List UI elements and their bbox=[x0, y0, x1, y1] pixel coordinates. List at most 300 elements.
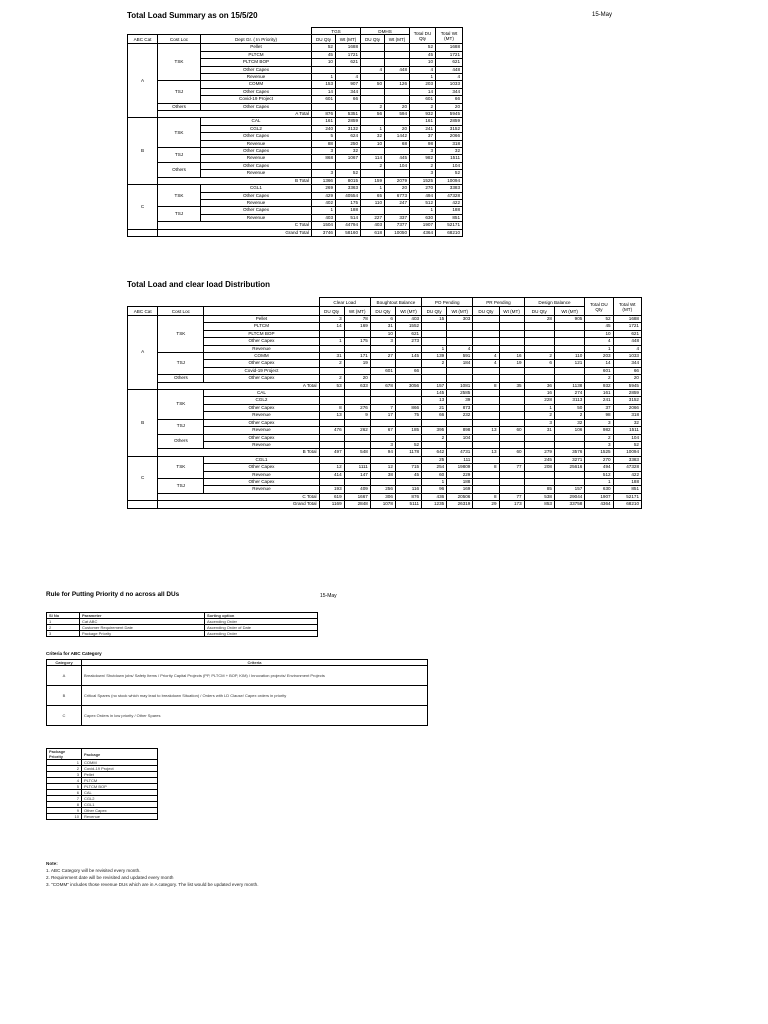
value-cell: 21 bbox=[422, 404, 447, 411]
dept-group-header: Dept Gr. ( In Priority) bbox=[201, 35, 312, 44]
value-cell bbox=[370, 419, 395, 426]
value-cell: 40554 bbox=[336, 192, 361, 199]
value-cell: 241 bbox=[410, 125, 436, 132]
dept-cell: Other Capex bbox=[204, 434, 319, 441]
total-label-cell: A Total bbox=[158, 111, 312, 118]
value-cell bbox=[361, 74, 385, 81]
value-cell bbox=[499, 390, 524, 397]
dept-cell: Covid-19 Project bbox=[204, 367, 319, 374]
category-header: Category bbox=[47, 660, 82, 666]
sl-no-cell: 2 bbox=[47, 625, 80, 631]
value-cell: 145 bbox=[395, 353, 421, 360]
value-cell: 13 bbox=[473, 449, 499, 456]
value-cell: 3056 bbox=[395, 382, 421, 389]
value-cell: 10 bbox=[585, 330, 613, 337]
value-cell: 876 bbox=[395, 493, 421, 500]
criteria-header: Criteria bbox=[82, 660, 428, 666]
abc-category-cell: A bbox=[128, 316, 158, 390]
value-cell: 36 bbox=[524, 382, 554, 389]
cost-loc-cell: Others bbox=[158, 103, 201, 110]
value-cell: 1033 bbox=[613, 353, 641, 360]
value-cell: 104 bbox=[613, 434, 641, 441]
table-row bbox=[128, 419, 642, 426]
value-cell: 4 bbox=[613, 345, 641, 352]
value-cell: 1 bbox=[319, 338, 344, 345]
value-cell: 273 bbox=[395, 338, 421, 345]
value-cell: 157 bbox=[554, 486, 584, 493]
value-cell: 10050 bbox=[385, 229, 410, 236]
value-cell: 274 bbox=[554, 390, 584, 397]
value-cell bbox=[524, 441, 554, 448]
value-cell: 2585 bbox=[447, 390, 473, 397]
value-cell: 403 bbox=[395, 316, 421, 323]
value-cell: 624 bbox=[336, 133, 361, 140]
value-cell: 60 bbox=[499, 427, 524, 434]
value-cell bbox=[385, 74, 410, 81]
value-cell: 621 bbox=[336, 59, 361, 66]
dept-cell: Other Capex bbox=[201, 207, 312, 214]
dept-cell: Other Capex bbox=[204, 419, 319, 426]
parameter-cell: Customer Requirement Date bbox=[80, 625, 205, 631]
value-cell: 241 bbox=[585, 397, 613, 404]
value-cell: 32 bbox=[436, 148, 463, 155]
parameter-row bbox=[47, 631, 318, 637]
value-cell bbox=[499, 397, 524, 404]
value-cell bbox=[336, 103, 361, 110]
value-cell: 1078 bbox=[370, 501, 395, 508]
value-cell: 3 bbox=[370, 338, 395, 345]
value-cell bbox=[473, 441, 499, 448]
value-cell: 337 bbox=[385, 214, 410, 221]
value-cell: 853 bbox=[524, 501, 554, 508]
value-cell bbox=[554, 471, 584, 478]
value-cell: 409 bbox=[344, 486, 370, 493]
value-cell bbox=[370, 345, 395, 352]
value-cell: 16 bbox=[524, 390, 554, 397]
value-cell: 395 bbox=[422, 427, 447, 434]
value-cell: 116 bbox=[395, 486, 421, 493]
value-cell: 621 bbox=[395, 330, 421, 337]
distribution-table bbox=[127, 297, 642, 509]
value-cell: 147 bbox=[344, 471, 370, 478]
value-cell bbox=[524, 338, 554, 345]
abc-category-cell bbox=[128, 229, 158, 236]
value-cell: 429 bbox=[312, 192, 336, 199]
value-cell: 2 bbox=[585, 375, 613, 382]
criteria-row bbox=[47, 706, 428, 726]
value-cell bbox=[395, 397, 421, 404]
table-row bbox=[128, 367, 642, 374]
value-cell: 494 bbox=[585, 464, 613, 471]
value-cell: 3576 bbox=[554, 449, 584, 456]
value-cell bbox=[499, 345, 524, 352]
value-cell: 270 bbox=[410, 185, 436, 192]
value-cell: 3152 bbox=[613, 397, 641, 404]
table-row bbox=[128, 222, 463, 229]
value-cell: 494 bbox=[410, 192, 436, 199]
value-cell: 1067 bbox=[336, 155, 361, 162]
wt-header: Wt (MT) bbox=[336, 35, 361, 44]
value-cell: 2 bbox=[410, 162, 436, 169]
table-row bbox=[128, 360, 642, 367]
value-cell: 193 bbox=[319, 486, 344, 493]
value-cell: 8015 bbox=[336, 177, 361, 184]
value-cell: 1178 bbox=[395, 449, 421, 456]
abc-category-cell: C bbox=[128, 456, 158, 500]
clear-load-header: Clear Load bbox=[319, 298, 370, 307]
table-row bbox=[128, 330, 642, 337]
sl-no-cell: 3 bbox=[47, 631, 80, 637]
value-cell: 630 bbox=[585, 486, 613, 493]
value-cell: 44794 bbox=[336, 222, 361, 229]
value-cell: 10 bbox=[410, 59, 436, 66]
parameter-cell: Cat ABC bbox=[80, 619, 205, 625]
value-cell: 868 bbox=[312, 155, 336, 162]
value-cell: 31 bbox=[524, 427, 554, 434]
tgs-group-header: TGS bbox=[312, 28, 361, 35]
cost-loc-cell: TSK bbox=[158, 456, 204, 478]
value-cell: 932 bbox=[410, 111, 436, 118]
value-cell bbox=[447, 338, 473, 345]
value-cell bbox=[370, 478, 395, 485]
value-cell bbox=[395, 478, 421, 485]
package-priority-cell: 1 bbox=[47, 760, 82, 766]
dept-cell: COMM bbox=[204, 353, 319, 360]
value-cell bbox=[361, 51, 385, 58]
value-cell bbox=[499, 486, 524, 493]
value-cell: 45 bbox=[410, 51, 436, 58]
value-cell bbox=[361, 88, 385, 95]
value-cell bbox=[499, 419, 524, 426]
value-cell bbox=[554, 375, 584, 382]
value-cell: 3 bbox=[585, 419, 613, 426]
value-cell: 4 bbox=[473, 360, 499, 367]
abc-category-cell: C bbox=[128, 185, 158, 229]
value-cell bbox=[395, 419, 421, 426]
dept-cell: COMM bbox=[201, 81, 312, 88]
value-cell bbox=[447, 367, 473, 374]
value-cell bbox=[385, 44, 410, 51]
value-cell: 232 bbox=[447, 412, 473, 419]
value-cell: 262 bbox=[344, 427, 370, 434]
category-cell: B bbox=[47, 686, 82, 706]
value-cell bbox=[473, 456, 499, 463]
value-cell: 414 bbox=[319, 471, 344, 478]
table-row bbox=[128, 148, 463, 155]
value-cell: 873 bbox=[447, 404, 473, 411]
value-cell bbox=[361, 59, 385, 66]
value-cell: 185 bbox=[395, 427, 421, 434]
abc-category-cell: B bbox=[128, 390, 158, 457]
summary-date: 15-May bbox=[592, 12, 613, 18]
value-cell: 3 bbox=[319, 316, 344, 323]
value-cell: 2 bbox=[361, 103, 385, 110]
value-cell: 31 bbox=[370, 323, 395, 330]
distribution-table-body bbox=[128, 316, 642, 509]
value-cell: 208 bbox=[524, 464, 554, 471]
value-cell: 52 bbox=[436, 170, 463, 177]
value-cell bbox=[361, 44, 385, 51]
value-cell bbox=[370, 456, 395, 463]
value-cell: 32 bbox=[613, 419, 641, 426]
value-cell: 39 bbox=[447, 397, 473, 404]
value-cell: 98 bbox=[585, 412, 613, 419]
value-cell bbox=[422, 375, 447, 382]
value-cell: 240 bbox=[312, 125, 336, 132]
table-row bbox=[128, 382, 642, 389]
value-cell: 52 bbox=[395, 441, 421, 448]
value-cell: 4 bbox=[410, 66, 436, 73]
wt-header: Wt (MT) bbox=[395, 307, 421, 316]
value-cell: 20 bbox=[344, 375, 370, 382]
value-cell: 1504 bbox=[312, 222, 336, 229]
value-cell: 58160 bbox=[336, 229, 361, 236]
dept-cell: Other Capex bbox=[204, 375, 319, 382]
value-cell: 52 bbox=[312, 44, 336, 51]
value-cell bbox=[385, 51, 410, 58]
value-cell: 6773 bbox=[385, 192, 410, 199]
value-cell: 3 bbox=[585, 441, 613, 448]
package-cell: PLTCM bbox=[82, 778, 158, 784]
value-cell bbox=[524, 367, 554, 374]
value-cell: 3 bbox=[524, 419, 554, 426]
package-cell: Revenue bbox=[82, 814, 158, 820]
value-cell: 6 bbox=[524, 360, 554, 367]
value-cell: 20 bbox=[385, 185, 410, 192]
table-row bbox=[128, 177, 463, 184]
package-cell: Other Capex bbox=[82, 808, 158, 814]
pr-pending-header: PR Pending bbox=[473, 298, 524, 307]
value-cell: 32 bbox=[361, 133, 385, 140]
cost-loc-cell: TSJ bbox=[158, 81, 201, 103]
value-cell bbox=[499, 375, 524, 382]
category-cell: A bbox=[47, 666, 82, 686]
value-cell: 1907 bbox=[585, 493, 613, 500]
value-cell: 14 bbox=[585, 360, 613, 367]
table-row bbox=[128, 103, 463, 110]
table-row bbox=[128, 316, 642, 323]
value-cell: 1721 bbox=[336, 51, 361, 58]
value-cell: 436 bbox=[422, 493, 447, 500]
value-cell: 145 bbox=[422, 390, 447, 397]
value-cell: 203 bbox=[585, 353, 613, 360]
package-table bbox=[46, 748, 158, 820]
value-cell: 344 bbox=[336, 88, 361, 95]
value-cell: 512 bbox=[410, 199, 436, 206]
value-cell: 601 bbox=[370, 367, 395, 374]
value-cell: 9 bbox=[344, 412, 370, 419]
sl-no-cell: 1 bbox=[47, 619, 80, 625]
value-cell: 171 bbox=[344, 353, 370, 360]
value-cell: 1442 bbox=[385, 133, 410, 140]
value-cell: 14 bbox=[319, 323, 344, 330]
value-cell: 66 bbox=[613, 367, 641, 374]
value-cell bbox=[473, 397, 499, 404]
value-cell: 52171 bbox=[436, 222, 463, 229]
value-cell: 3271 bbox=[554, 456, 584, 463]
dept-cell: Covid-19 Project bbox=[201, 96, 312, 103]
value-cell: 851 bbox=[613, 486, 641, 493]
dept-cell: Other Capex bbox=[201, 88, 312, 95]
value-cell: 68210 bbox=[613, 501, 641, 508]
value-cell: 159 bbox=[361, 177, 385, 184]
value-cell: 1 bbox=[422, 478, 447, 485]
value-cell: 254 bbox=[422, 464, 447, 471]
table-row bbox=[128, 375, 642, 382]
dept-cell: Pellet bbox=[201, 44, 312, 51]
total-label-cell: C Total bbox=[158, 222, 312, 229]
value-cell: 27 bbox=[370, 353, 395, 360]
cost-loc-cell: TSJ bbox=[158, 148, 201, 163]
value-cell: 3746 bbox=[312, 229, 336, 236]
value-cell: 422 bbox=[613, 471, 641, 478]
criteria-cell: Breakdown/ Shutdown jobs/ Safety Items / Priority Capital Projects (PP, PLTCM + BOP, KIM) / Innovation projects/ Environment Projects bbox=[82, 666, 428, 686]
value-cell: 227 bbox=[361, 214, 385, 221]
du-qty-header: DU Qty bbox=[473, 307, 499, 316]
value-cell: 2 bbox=[422, 360, 447, 367]
wt-header: Wt (MT) bbox=[554, 307, 584, 316]
value-cell bbox=[447, 375, 473, 382]
cost-loc-cell: Others bbox=[158, 434, 204, 449]
cost-loc-cell: TSK bbox=[158, 185, 201, 207]
value-cell: 96 bbox=[422, 486, 447, 493]
value-cell: 2 bbox=[319, 360, 344, 367]
notes-title: Note: bbox=[46, 861, 58, 866]
abc-cat-header: ABC Cat bbox=[128, 307, 158, 316]
value-cell: 173 bbox=[499, 501, 524, 508]
value-cell: 4 bbox=[473, 353, 499, 360]
criteria-cell: Capex Orders in low priority / Other Spares bbox=[82, 706, 428, 726]
value-cell bbox=[319, 345, 344, 352]
value-cell bbox=[473, 338, 499, 345]
value-cell: 29 bbox=[473, 501, 499, 508]
value-cell bbox=[554, 367, 584, 374]
table-row bbox=[128, 493, 642, 500]
value-cell bbox=[473, 390, 499, 397]
value-cell bbox=[554, 338, 584, 345]
value-cell: 247 bbox=[385, 199, 410, 206]
value-cell: 619 bbox=[319, 493, 344, 500]
parameter-header: Parameter bbox=[80, 613, 205, 619]
value-cell bbox=[473, 486, 499, 493]
value-cell bbox=[361, 170, 385, 177]
table-row bbox=[128, 44, 463, 51]
value-cell: 5 bbox=[312, 133, 336, 140]
value-cell: 20 bbox=[385, 103, 410, 110]
notes-block bbox=[46, 860, 258, 888]
value-cell: 1 bbox=[361, 185, 385, 192]
wt-header: Wt (MT) bbox=[344, 307, 370, 316]
value-cell: 175 bbox=[344, 338, 370, 345]
value-cell: 1552 bbox=[395, 323, 421, 330]
value-cell: 68210 bbox=[436, 229, 463, 236]
value-cell bbox=[473, 478, 499, 485]
value-cell bbox=[395, 456, 421, 463]
value-cell: 601 bbox=[410, 96, 436, 103]
value-cell bbox=[385, 207, 410, 214]
dept-cell: Revenue bbox=[201, 140, 312, 147]
value-cell bbox=[319, 397, 344, 404]
table-row bbox=[128, 111, 463, 118]
dept-cell: Revenue bbox=[204, 471, 319, 478]
du-qty-header: DU Qty bbox=[370, 307, 395, 316]
value-cell: 37 bbox=[410, 133, 436, 140]
value-cell bbox=[344, 456, 370, 463]
table-row bbox=[128, 486, 642, 493]
value-cell: 47328 bbox=[436, 192, 463, 199]
dept-group-header bbox=[204, 307, 319, 316]
value-cell: 3383 bbox=[613, 456, 641, 463]
value-cell bbox=[499, 471, 524, 478]
table-row bbox=[128, 207, 463, 214]
value-cell: 14 bbox=[312, 88, 336, 95]
value-cell bbox=[422, 367, 447, 374]
value-cell bbox=[499, 323, 524, 330]
value-cell bbox=[312, 103, 336, 110]
value-cell bbox=[361, 96, 385, 103]
wt-header: Wt (MT) bbox=[385, 35, 410, 44]
value-cell bbox=[319, 478, 344, 485]
value-cell: 188 bbox=[447, 478, 473, 485]
value-cell: 866 bbox=[395, 404, 421, 411]
value-cell: 851 bbox=[436, 214, 463, 221]
value-cell: 20506 bbox=[447, 493, 473, 500]
cost-loc-cell: TSJ bbox=[158, 419, 204, 434]
value-cell: 898 bbox=[447, 427, 473, 434]
parameter-table bbox=[46, 612, 318, 637]
table-row bbox=[128, 338, 642, 345]
value-cell: 3132 bbox=[336, 125, 361, 132]
value-cell bbox=[344, 397, 370, 404]
package-cell: COMM bbox=[82, 760, 158, 766]
value-cell: 6 bbox=[370, 316, 395, 323]
value-cell bbox=[385, 88, 410, 95]
value-cell: 2066 bbox=[613, 404, 641, 411]
value-cell: 4731 bbox=[447, 449, 473, 456]
value-cell: 77 bbox=[499, 464, 524, 471]
table-row bbox=[128, 162, 463, 169]
package-priority-cell: 8 bbox=[47, 802, 82, 808]
value-cell: 1907 bbox=[410, 222, 436, 229]
table-row bbox=[128, 390, 642, 397]
value-cell: 66 bbox=[422, 412, 447, 419]
value-cell: 19809 bbox=[447, 464, 473, 471]
value-cell: 1 bbox=[312, 74, 336, 81]
package-cell: Covid-19 Project bbox=[82, 766, 158, 772]
dept-cell: Other Capex bbox=[204, 464, 319, 471]
value-cell: 32 bbox=[554, 419, 584, 426]
value-cell bbox=[395, 434, 421, 441]
value-cell bbox=[473, 412, 499, 419]
table-row bbox=[128, 441, 642, 448]
dept-cell: Revenue bbox=[201, 155, 312, 162]
value-cell: 169 bbox=[344, 323, 370, 330]
value-cell: 52 bbox=[336, 170, 361, 177]
table-row bbox=[128, 456, 642, 463]
value-cell bbox=[524, 434, 554, 441]
criteria-rows bbox=[47, 666, 428, 726]
criteria-row bbox=[47, 666, 428, 686]
value-cell bbox=[554, 478, 584, 485]
value-cell: 35 bbox=[499, 382, 524, 389]
dept-cell: CGL2 bbox=[204, 397, 319, 404]
value-cell bbox=[344, 419, 370, 426]
value-cell: 139 bbox=[422, 353, 447, 360]
table-row bbox=[128, 412, 642, 419]
value-cell bbox=[499, 456, 524, 463]
value-cell: 12 bbox=[370, 464, 395, 471]
summary-table bbox=[127, 27, 463, 237]
